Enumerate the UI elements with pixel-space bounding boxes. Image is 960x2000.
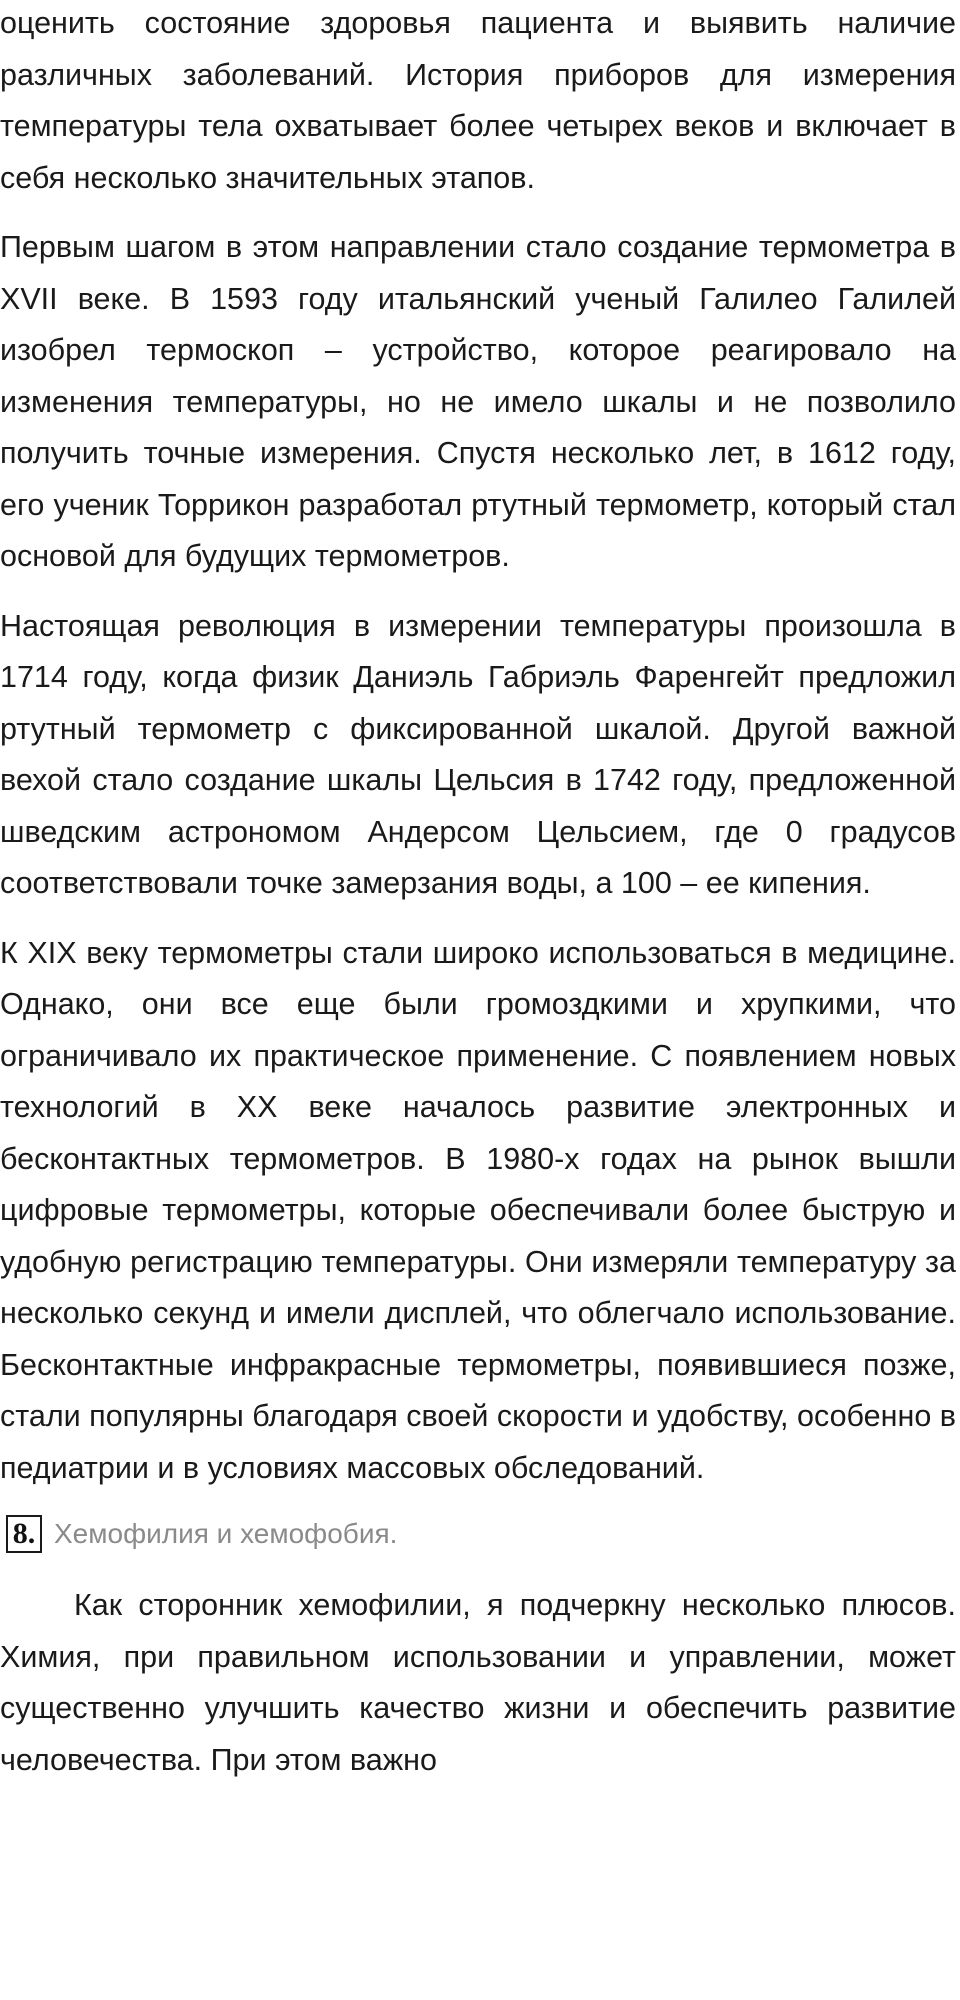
paragraph-galileo: Первым шагом в этом направлении стало создание термометра в XVII веке. В 1593 году итальянский ученый Галилео Галилей изобрел термоскоп – устройство, которое реагировало на изменения температуры, но не имело шкалы и не позволило получить точные измерения. Спустя несколько лет, в 1612 году, его ученик Торрикон разработал ртутный термометр, который стал основой для будущих термометров. [0,230,956,573]
paragraph-answer: Как сторонник хемофилии, я подчеркну несколько плюсов. Химия, при правильном использовании и управлении, может существенно улучшить качество жизни и обеспечить развитие человечества. При этом важно [0,1588,956,1777]
paragraph-intro: оценить состояние здоровья пациента и выявить наличие различных заболеваний. История приборов для измерения температуры тела охватывает более четырех веков и включает в себя несколько значительных этапов. [0,6,956,195]
paragraph-fahrenheit: Настоящая революция в измерении температуры произошла в 1714 году, когда физик Даниэль Габриэль Фаренгейт предложил ртутный термометр с фиксированной шкалой. Другой важной вехой стало создание шкалы Цельсия в 1742 году, предложенной шведским астрономом Андерсом Цельсием, где 0 градусов соответствовали точке замерзания воды, а 100 – ее кипения. [0,608,956,900]
paragraph-modern-thermometers: К XIX веку термометры стали широко использоваться в медицине. Однако, они все еще были громоздкими и хрупкими, что ограничивало их практическое применение. С появлением новых технологий в XX веке началось развитие электронных и бесконтактных термометров. В 1980-х годах на рынок вышли цифровые термометры, которые обеспечивали более быструю и удобную регистрацию температуры. Они измеряли температуру за несколько секунд и имели дисплей, что облегчало использование. Бесконтактные инфракрасные термометры, появившиеся позже, стали популярны благодаря своей скорости и удобству, особенно в педиатрии и в условиях массовых обследований. [0,935,956,1485]
task-title: Хемофилия и хемофобия. [54,1518,398,1549]
task-heading [0,1512,956,1556]
task-number-box: 8. [6,1515,42,1553]
